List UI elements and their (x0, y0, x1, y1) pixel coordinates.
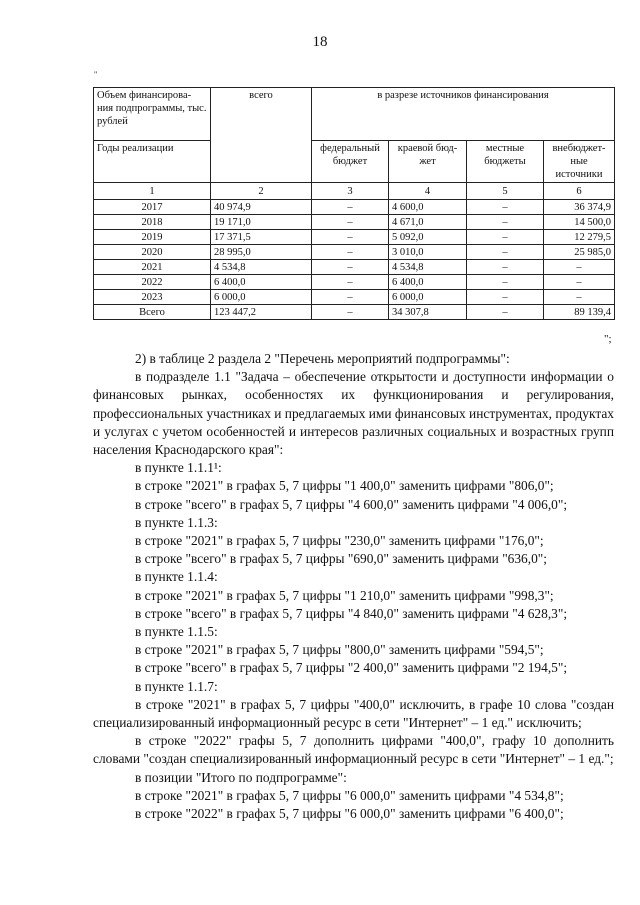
cell-federal: – (312, 275, 389, 290)
cell-year: 2018 (94, 215, 211, 230)
column-number: 5 (467, 183, 544, 200)
cell-local: – (467, 215, 544, 230)
cell-extra: 12 279,5 (544, 230, 615, 245)
cell-regional: 4 671,0 (389, 215, 467, 230)
header-extra: внебюджет-ные источники (544, 141, 615, 183)
cell-local: – (467, 260, 544, 275)
paragraph: 2) в таблице 2 раздела 2 "Перечень мероприятий подпрограммы": (135, 351, 510, 366)
paragraph: в подразделе 1.1 "Задача – обеспечение открытости и доступности информации о финансовых рынках, особенностях их функционирования и регулирования, профессиональных участниках и предлагаемых ими финансовых инструментах, продуктах и услугах с учетом особенностей и интересов различных социальных и возрастных групп населения Краснодарского края": (93, 369, 614, 458)
paragraph: в пункте 1.1.1¹: (135, 460, 222, 476)
paragraph: в пункте 1.1.7: (135, 678, 218, 694)
cell-federal: – (312, 200, 389, 215)
paragraph: в строке "всего" в графах 5, 7 цифры "4 600,0" заменить цифрами "4 006,0"; (135, 496, 568, 512)
closing-quote-mark: "; (604, 333, 612, 345)
header-local: местные бюджеты (467, 141, 544, 183)
cell-regional: 4 600,0 (389, 200, 467, 215)
cell-local: – (467, 275, 544, 290)
cell-local: – (467, 230, 544, 245)
cell-federal: – (312, 260, 389, 275)
table-row (94, 215, 615, 230)
header-years: Годы реализации (94, 141, 211, 183)
cell-year: Всего (94, 305, 211, 320)
cell-federal: – (312, 245, 389, 260)
cell-regional: 6 400,0 (389, 275, 467, 290)
cell-year: 2017 (94, 200, 211, 215)
cell-local: – (467, 245, 544, 260)
header-federal: федеральный бюджет (312, 141, 389, 183)
paragraph: в строке "2021" в графах 5, 7 цифры "1 400,0" заменить цифрами "806,0"; (135, 478, 554, 494)
header-breakdown: в разрезе источников финансирования (312, 88, 615, 141)
paragraph: в позиции "Итого по подпрограмме": (135, 769, 347, 785)
column-number: 3 (312, 183, 389, 200)
header-total: всего (211, 88, 312, 183)
cell-federal: – (312, 305, 389, 320)
cell-local: – (467, 200, 544, 215)
paragraph: в строке "2021" в графах 5, 7 цифры "230,0" заменить цифрами "176,0"; (135, 533, 544, 549)
paragraph: в строке "2021" в графах 5, 7 цифры "1 210,0" заменить цифрами "998,3"; (135, 587, 554, 603)
cell-local: – (467, 305, 544, 320)
header-volume: Объем финансирова-ния подпрограммы, тыс. рублей (94, 88, 211, 141)
cell-local: – (467, 290, 544, 305)
cell-extra: – (544, 260, 615, 275)
column-number: 6 (544, 183, 615, 200)
paragraph: в строке "2022" графы 5, 7 дополнить цифрами "400,0", графу 10 дополнить словами "создан специализированный информационный ресурс в сети "Интернет" – 1 ед."; (93, 733, 614, 767)
column-number-row (94, 183, 615, 200)
column-number: 1 (94, 183, 211, 200)
table-row (94, 230, 615, 245)
cell-extra: – (544, 290, 615, 305)
cell-regional: 3 010,0 (389, 245, 467, 260)
paragraph: в пункте 1.1.4: (135, 569, 218, 585)
cell-total: 123 447,2 (211, 305, 312, 320)
cell-federal: – (312, 215, 389, 230)
header-regional: краевой бюд-жет (389, 141, 467, 183)
cell-total: 4 534,8 (211, 260, 312, 275)
table-row (94, 260, 615, 275)
financing-table (93, 87, 615, 320)
table-row (94, 200, 615, 215)
cell-total: 40 974,9 (211, 200, 312, 215)
cell-year: 2019 (94, 230, 211, 245)
table-row (94, 290, 615, 305)
table-header-row (94, 141, 615, 183)
paragraph: в строке "всего" в графах 5, 7 цифры "690,0" заменить цифрами "636,0"; (135, 551, 547, 567)
cell-regional: 6 000,0 (389, 290, 467, 305)
column-number: 2 (211, 183, 312, 200)
opening-quote-mark: " (94, 70, 98, 79)
table-header-row (94, 88, 615, 141)
cell-year: 2022 (94, 275, 211, 290)
cell-total: 6 000,0 (211, 290, 312, 305)
paragraph: в строке "всего" в графах 5, 7 цифры "2 400,0" заменить цифрами "2 194,5"; (135, 660, 568, 676)
cell-federal: – (312, 230, 389, 245)
table-row-total (94, 305, 615, 320)
paragraph: в строке "2022" в графах 5, 7 цифры "6 000,0" заменить цифрами "6 400,0"; (135, 806, 564, 822)
cell-total: 17 371,5 (211, 230, 312, 245)
cell-extra: 25 985,0 (544, 245, 615, 260)
cell-regional: 34 307,8 (389, 305, 467, 320)
table-row (94, 245, 615, 260)
column-number: 4 (389, 183, 467, 200)
paragraph: в строке "2021" в графах 5, 7 цифры "400,0" исключить, в графе 10 слова "создан специализированный информационный ресурс в сети "Интернет" – 1 ед." исключить; (93, 696, 614, 731)
cell-year: 2021 (94, 260, 211, 275)
cell-regional: 4 534,8 (389, 260, 467, 275)
cell-federal: – (312, 290, 389, 305)
cell-extra: 36 374,9 (544, 200, 615, 215)
table-row (94, 275, 615, 290)
cell-extra: 14 500,0 (544, 215, 615, 230)
amendment-text (93, 350, 614, 823)
paragraph: в пункте 1.1.3: (135, 514, 218, 530)
paragraph: в строке "2021" в графах 5, 7 цифры "800,0" заменить цифрами "594,5"; (135, 642, 544, 658)
cell-year: 2020 (94, 245, 211, 260)
cell-extra: 89 139,4 (544, 305, 615, 320)
paragraph: в пункте 1.1.5: (135, 624, 218, 640)
paragraph: в строке "всего" в графах 5, 7 цифры "4 840,0" заменить цифрами "4 628,3"; (135, 605, 568, 621)
cell-regional: 5 092,0 (389, 230, 467, 245)
cell-total: 19 171,0 (211, 215, 312, 230)
cell-total: 28 995,0 (211, 245, 312, 260)
cell-total: 6 400,0 (211, 275, 312, 290)
page-number: 18 (312, 34, 328, 50)
cell-year: 2023 (94, 290, 211, 305)
cell-extra: – (544, 275, 615, 290)
paragraph: в строке "2021" в графах 5, 7 цифры "6 000,0" заменить цифрами "4 534,8"; (135, 787, 564, 803)
